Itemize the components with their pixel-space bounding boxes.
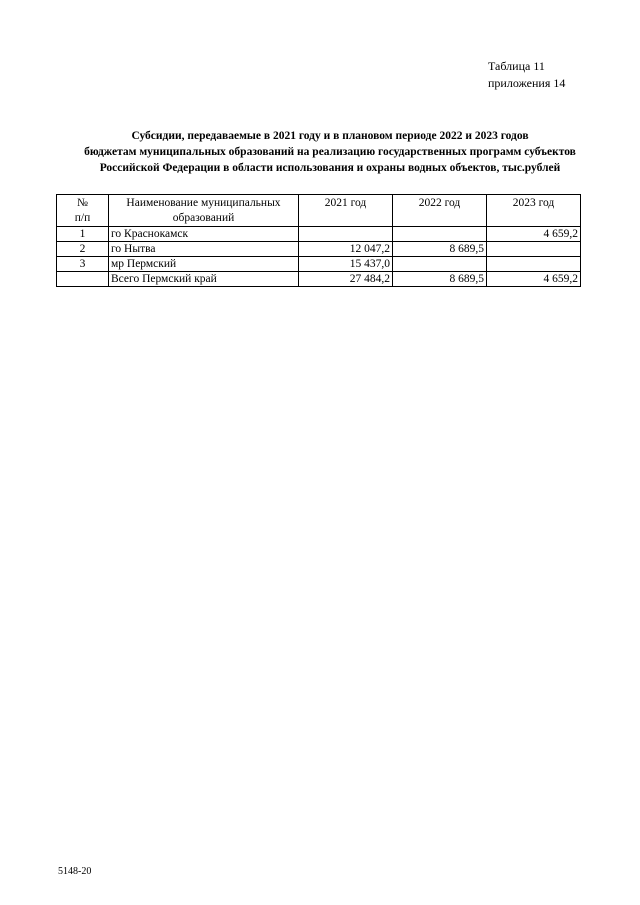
row-name: го Нытва bbox=[109, 242, 299, 257]
table-row bbox=[57, 227, 581, 242]
table-total-row bbox=[57, 272, 581, 287]
row-2021: 12 047,2 bbox=[299, 242, 393, 257]
row-2023 bbox=[487, 257, 581, 272]
total-2021: 27 484,2 bbox=[299, 272, 393, 287]
table-header-row bbox=[57, 195, 581, 227]
document-title bbox=[40, 128, 620, 176]
document-code: 5148-20 bbox=[58, 866, 92, 877]
row-num: 2 bbox=[57, 242, 109, 257]
title-line-3: Российской Федерации в области использования и охраны водных объектов, тыс.рублей bbox=[99, 162, 561, 174]
header-name: Наименование муниципальных образований bbox=[109, 195, 299, 227]
row-2023: 4 659,2 bbox=[487, 227, 581, 242]
total-2022: 8 689,5 bbox=[393, 272, 487, 287]
table-number: Таблица 11 bbox=[488, 59, 545, 73]
row-2021: 15 437,0 bbox=[299, 257, 393, 272]
table-row bbox=[57, 257, 581, 272]
row-2023 bbox=[487, 242, 581, 257]
row-2022: 8 689,5 bbox=[393, 242, 487, 257]
title-line-1: Субсидии, передаваемые в 2021 году и в плановом периоде 2022 и 2023 годов bbox=[131, 130, 529, 142]
row-2022 bbox=[393, 227, 487, 242]
subsidies-table bbox=[56, 194, 581, 287]
total-name: Всего Пермский край bbox=[109, 272, 299, 287]
header-2022: 2022 год bbox=[393, 195, 487, 227]
table-reference bbox=[488, 58, 565, 92]
table-row bbox=[57, 242, 581, 257]
header-num: № п/п bbox=[57, 195, 109, 227]
row-name: мр Пермский bbox=[109, 257, 299, 272]
row-num: 1 bbox=[57, 227, 109, 242]
row-name: го Краснокамск bbox=[109, 227, 299, 242]
title-line-2: бюджетам муниципальных образований на реализацию государственных программ субъектов bbox=[84, 146, 576, 158]
row-2021 bbox=[299, 227, 393, 242]
header-2021: 2021 год bbox=[299, 195, 393, 227]
appendix-number: приложения 14 bbox=[488, 76, 566, 90]
total-2023: 4 659,2 bbox=[487, 272, 581, 287]
total-num bbox=[57, 272, 109, 287]
row-2022 bbox=[393, 257, 487, 272]
row-num: 3 bbox=[57, 257, 109, 272]
header-2023: 2023 год bbox=[487, 195, 581, 227]
